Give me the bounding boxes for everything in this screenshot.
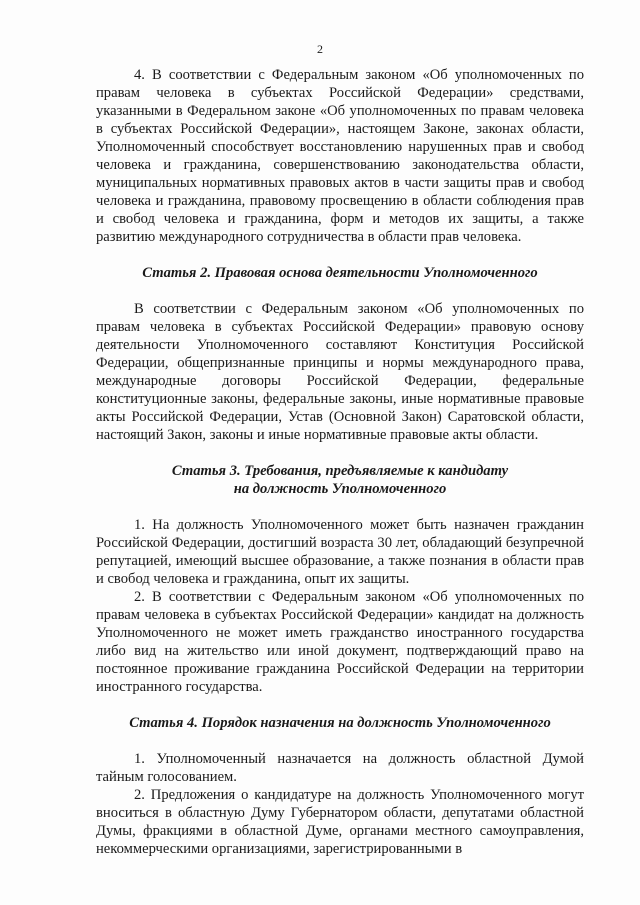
article-3-heading-line-1: Статья 3. Требования, предъявляемые к кандидату [171, 463, 509, 479]
article-3-paragraph-1: 1. На должность Уполномоченного может быть назначен гражданин Российской Федерации, достигший возраста 30 лет, обладающий безупречной репутацией, имеющий высшее образование, а также познания в области прав и свобод человека и гражданина, опыт их защиты. [96, 517, 584, 587]
page-number: 2 [317, 42, 323, 56]
article-3-heading [96, 462, 584, 498]
article-1-paragraph-4: 4. В соответствии с Федеральным законом «Об уполномоченных по правам человека в субъектах Российской Федерации» средствами, указанными в Федеральном законе «Об уполномоченных по правам человека в субъектах Российской Федерации», настоящем Законе, законах области, Уполномоченный способствует восстановлению нарушенных прав и свобод человека и гражданина, совершенствованию законодательства области, муниципальных нормативных правовых актов в части защиты прав и свобод человека и гражданина, правовому просвещению в области соблюдения прав и свобод человека и гражданина, форм и методов их защиты, а также развитию международного сотрудничества в области прав человека. [96, 67, 584, 245]
article-3-heading-line-2: на должность Уполномоченного [233, 481, 447, 497]
article-4-paragraph-1: 1. Уполномоченный назначается на должность областной Думой тайным голосованием. [96, 751, 584, 785]
article-4-heading: Статья 4. Порядок назначения на должность Уполномоченного [129, 715, 551, 731]
article-2-heading: Статья 2. Правовая основа деятельности Уполномоченного [142, 265, 538, 281]
article-3-paragraph-2: 2. В соответствии с Федеральным законом «Об уполномоченных по правам человека в субъектах Российской Федерации» кандидат на должность Уполномоченного не может иметь гражданство иностранного государства либо вид на жительство или иной документ, подтверждающий право на постоянное проживание гражданина Российской Федерации на территории иностранного государства. [96, 589, 584, 695]
article-2-paragraph: В соответствии с Федеральным законом «Об уполномоченных по правам человека в субъектах Российской Федерации» правовую основу деятельности Уполномоченного составляют Конституция Российской Федерации, общепризнанные принципы и нормы международного права, международные договоры Российской Федерации, федеральные конституционные законы, федеральные законы, иные нормативные правовые акты Российской Федерации, Устав (Основной Закон) Саратовской области, настоящий Закон, законы и иные нормативные правовые акты области. [96, 301, 584, 443]
document-body [96, 66, 584, 858]
article-4-paragraph-2: 2. Предложения о кандидатуре на должность Уполномоченного могут вноситься в областную Думу Губернатором области, депутатами областной Думы, фракциями в областной Думе, органами местного самоуправления, некоммерческими организациями, зарегистрированными в [96, 787, 584, 857]
